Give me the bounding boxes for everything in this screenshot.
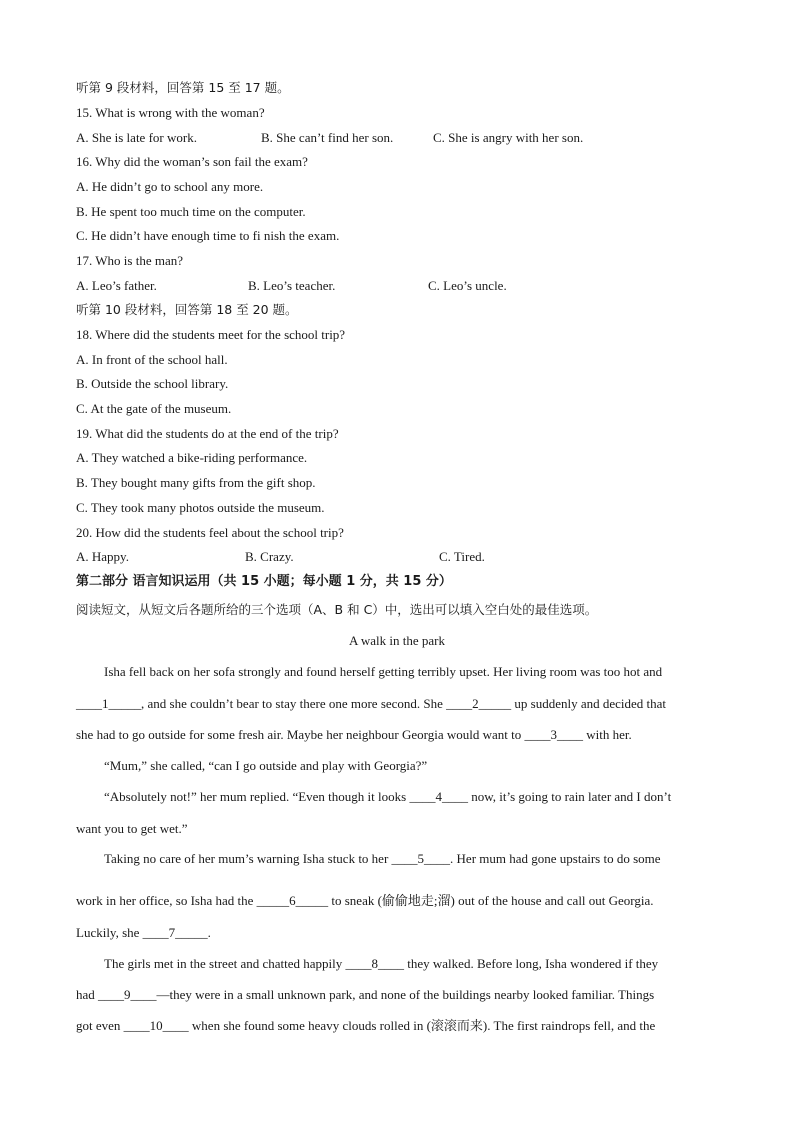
q16-option-b: B. He spent too much time on the computer.: [76, 204, 306, 219]
passage-p2: “Mum,” she called, “can I go outside and play with Georgia?”: [104, 758, 428, 773]
text-segment: with her.: [583, 727, 632, 742]
q17-option-b: B. Leo’s teacher.: [248, 278, 336, 293]
text-segment: “Absolutely not!” her mum replied. “Even though it looks: [104, 789, 410, 804]
q16-option-c: C. He didn’t have enough time to fi nish the exam.: [76, 228, 340, 243]
passage-p4-line3: [76, 924, 211, 942]
text-segment: when she found some heavy clouds rolled in (滚滚而来). The first raindrops fell, and the: [188, 1018, 656, 1033]
passage-p5-line1: [104, 955, 658, 973]
passage-p5-line3: [76, 1017, 655, 1035]
text-segment: The girls met in the street and chatted happily: [104, 956, 346, 971]
text-segment: had: [76, 987, 99, 1002]
part2-heading: 第二部分 语言知识运用（共 15 小题；每小题 1 分，共 15 分）: [76, 574, 452, 589]
passage-p1-line1: Isha fell back on her sofa strongly and found herself getting terribly upset. Her living room was too hot and: [104, 664, 663, 679]
blank-6[interactable]: _____6_____: [256, 893, 329, 908]
blank-1[interactable]: ____1_____: [76, 696, 141, 711]
listening-instruction-9: 听第 9 段材料，回答第 15 至 17 题。: [76, 80, 290, 95]
q18-option-b: B. Outside the school library.: [76, 376, 229, 391]
q16-option-a: A. He didn’t go to school any more.: [76, 179, 264, 194]
passage-p4-line2: [76, 892, 654, 910]
blank-4[interactable]: ____4____: [409, 789, 468, 804]
q19-option-b: B. They bought many gifts from the gift shop.: [76, 475, 316, 490]
q15-option-a: A. She is late for work.: [76, 130, 197, 145]
question-19: 19. What did the students do at the end of the trip?: [76, 426, 339, 441]
q15-option-c: C. She is angry with her son.: [433, 130, 584, 145]
text-segment: up suddenly and decided that: [511, 696, 667, 711]
text-segment: , and she couldn’t bear to stay there one more second. She: [141, 696, 447, 711]
q18-option-a: A. In front of the school hall.: [76, 352, 228, 367]
q18-option-c: C. At the gate of the museum.: [76, 401, 232, 416]
blank-3[interactable]: ____3____: [524, 727, 584, 742]
text-segment: Taking no care of her mum’s warning Isha stuck to her: [104, 851, 392, 866]
q19-option-a: A. They watched a bike-riding performance.: [76, 450, 308, 465]
q20-option-a: A. Happy.: [76, 549, 129, 564]
passage-p3-line1: [104, 788, 671, 806]
passage-p4-line1: [104, 850, 661, 868]
text-segment: work in her office, so Isha had the: [76, 893, 257, 908]
text-segment: —they were in a small unknown park, and none of the buildings nearby looked familiar. Things: [156, 987, 655, 1002]
q17-option-a: A. Leo’s father.: [76, 278, 157, 293]
question-15: 15. What is wrong with the woman?: [76, 105, 265, 120]
listening-instruction-10: 听第 10 段材料，回答第 18 至 20 题。: [76, 302, 298, 317]
q17-option-c: C. Leo’s uncle.: [428, 278, 507, 293]
blank-5[interactable]: ____5____: [391, 851, 451, 866]
text-segment: now, it’s going to rain later and I don’t: [467, 789, 672, 804]
passage-p1-line3: [76, 726, 632, 744]
passage-title: A walk in the park: [348, 633, 446, 648]
question-17: 17. Who is the man?: [76, 253, 183, 268]
passage-p5-line2: [76, 986, 654, 1004]
question-20: 20. How did the students feel about the school trip?: [76, 525, 344, 540]
question-16: 16. Why did the woman’s son fail the exam?: [76, 154, 308, 169]
text-segment: got even: [76, 1018, 124, 1033]
q19-option-c: C. They took many photos outside the museum.: [76, 500, 325, 515]
text-segment: they walked. Before long, Isha wondered if they: [404, 956, 659, 971]
blank-10[interactable]: ____10____: [123, 1018, 189, 1033]
q15-option-b: B. She can’t find her son.: [261, 130, 394, 145]
text-segment: to sneak (偷偷地走;溜) out of the house and call out Georgia.: [328, 893, 654, 908]
blank-8[interactable]: ____8____: [345, 956, 405, 971]
q20-option-b: B. Crazy.: [245, 549, 294, 564]
text-segment: she had to go outside for some fresh air. Maybe her neighbour Georgia would want to: [76, 727, 525, 742]
blank-7[interactable]: ____7_____: [142, 925, 208, 940]
part2-instruction: 阅读短文，从短文后各题所给的三个选项（A、B 和 C）中，选出可以填入空白处的最佳选项。: [76, 602, 598, 617]
text-segment: .: [207, 925, 211, 940]
blank-9[interactable]: ____9____: [98, 987, 157, 1002]
text-segment: Luckily, she: [76, 925, 143, 940]
passage-p1-line2: [76, 695, 666, 713]
blank-2[interactable]: ____2_____: [446, 696, 512, 711]
q20-option-c: C. Tired.: [439, 549, 485, 564]
text-segment: . Her mum had gone upstairs to do some: [450, 851, 661, 866]
passage-p3-line2: want you to get wet.”: [76, 821, 188, 836]
question-18: 18. Where did the students meet for the school trip?: [76, 327, 346, 342]
